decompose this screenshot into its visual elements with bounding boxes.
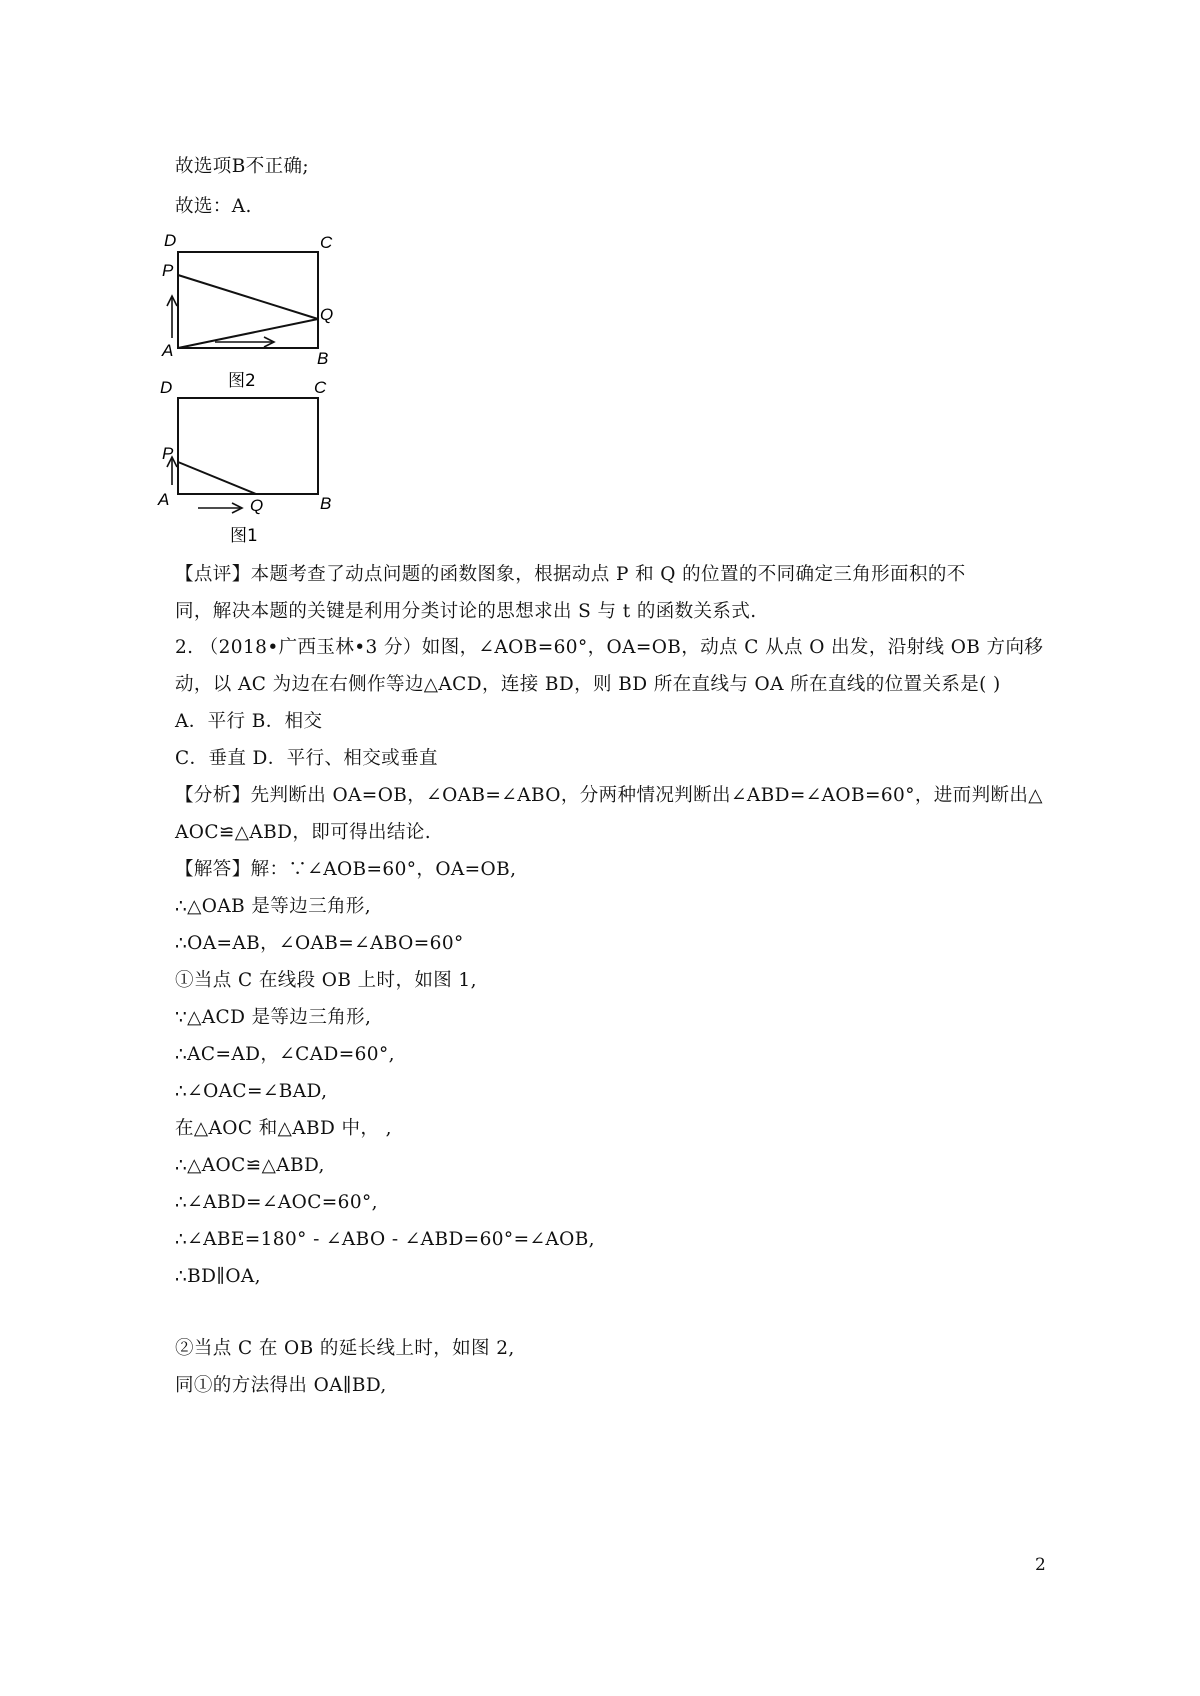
text-line-3: 【点评】本题考查了动点问题的函数图象，根据动点 P 和 Q 的位置的不同确定三角形面积的不 (175, 564, 966, 585)
figure-2 (160, 228, 360, 393)
label-d: D (164, 231, 177, 250)
label-a: A (162, 341, 174, 360)
page-number: 2 (1035, 1555, 1046, 1575)
label-p: P (162, 444, 174, 463)
text-line-4: 同，解决本题的关键是利用分类讨论的思想求出 S 与 t 的函数关系式. (175, 601, 757, 622)
text-line-16: ∴AC=AD，∠CAD=60°, (175, 1044, 395, 1065)
text-line-9: 【分析】先判断出 OA=OB，∠OAB=∠ABO，分两种情况判断出∠ABD=∠AOB=60°，进而判断出△ (175, 785, 1043, 806)
text-line-12: ∴△OAB 是等边三角形, (175, 896, 372, 917)
text-line-8: C．垂直 D．平行、相交或垂直 (175, 748, 438, 769)
text-line-15: ∵△ACD 是等边三角形, (175, 1007, 372, 1028)
text-line-5: 2. （2018•广西玉林•3 分）如图，∠AOB=60°，OA=OB，动点 C 从点 O 出发，沿射线 OB 方向移 (175, 637, 1044, 658)
text-line-2: 故选：A. (175, 196, 252, 217)
figure-caption: 图1 (230, 526, 258, 546)
text-line-18: 在△AOC 和△ABD 中， , (175, 1118, 392, 1139)
label-a: A (158, 490, 170, 509)
text-line-11: 【解答】解：∵∠AOB=60°，OA=OB, (175, 859, 517, 880)
text-line-21: ∴∠ABE=180° - ∠ABO - ∠ABD=60°=∠AOB, (175, 1229, 595, 1250)
text-line-1: 故选项B不正确; (175, 156, 310, 177)
label-c: C (320, 233, 333, 252)
label-b: B (317, 349, 329, 368)
text-line-13: ∴OA=AB，∠OAB=∠ABO=60° (175, 933, 464, 954)
text-line-22: ∴BD∥OA, (175, 1266, 261, 1287)
label-d: D (160, 378, 173, 397)
text-line-23: ②当点 C 在 OB 的延长线上时，如图 2, (175, 1338, 515, 1359)
text-line-17: ∴∠OAC=∠BAD, (175, 1081, 328, 1102)
text-line-14: ①当点 C 在线段 OB 上时，如图 1, (175, 970, 477, 991)
text-line-6: 动，以 AC 为边在右侧作等边△ACD，连接 BD，则 BD 所在直线与 OA 所在直线的位置关系是( ) (175, 674, 1001, 695)
text-line-24: 同①的方法得出 OA∥BD, (175, 1375, 387, 1396)
text-line-19: ∴△AOC≌△ABD, (175, 1155, 325, 1176)
label-b: B (320, 494, 332, 513)
label-q: Q (320, 305, 334, 324)
figure-caption: 图2 (228, 371, 256, 391)
text-line-20: ∴∠ABD=∠AOC=60°, (175, 1192, 378, 1213)
text-line-7: A．平行 B．相交 (175, 711, 323, 732)
label-c: C (314, 378, 327, 397)
label-q: Q (250, 496, 264, 515)
label-p: P (162, 261, 174, 280)
text-line-10: AOC≌△ABD，即可得出结论. (175, 822, 431, 843)
